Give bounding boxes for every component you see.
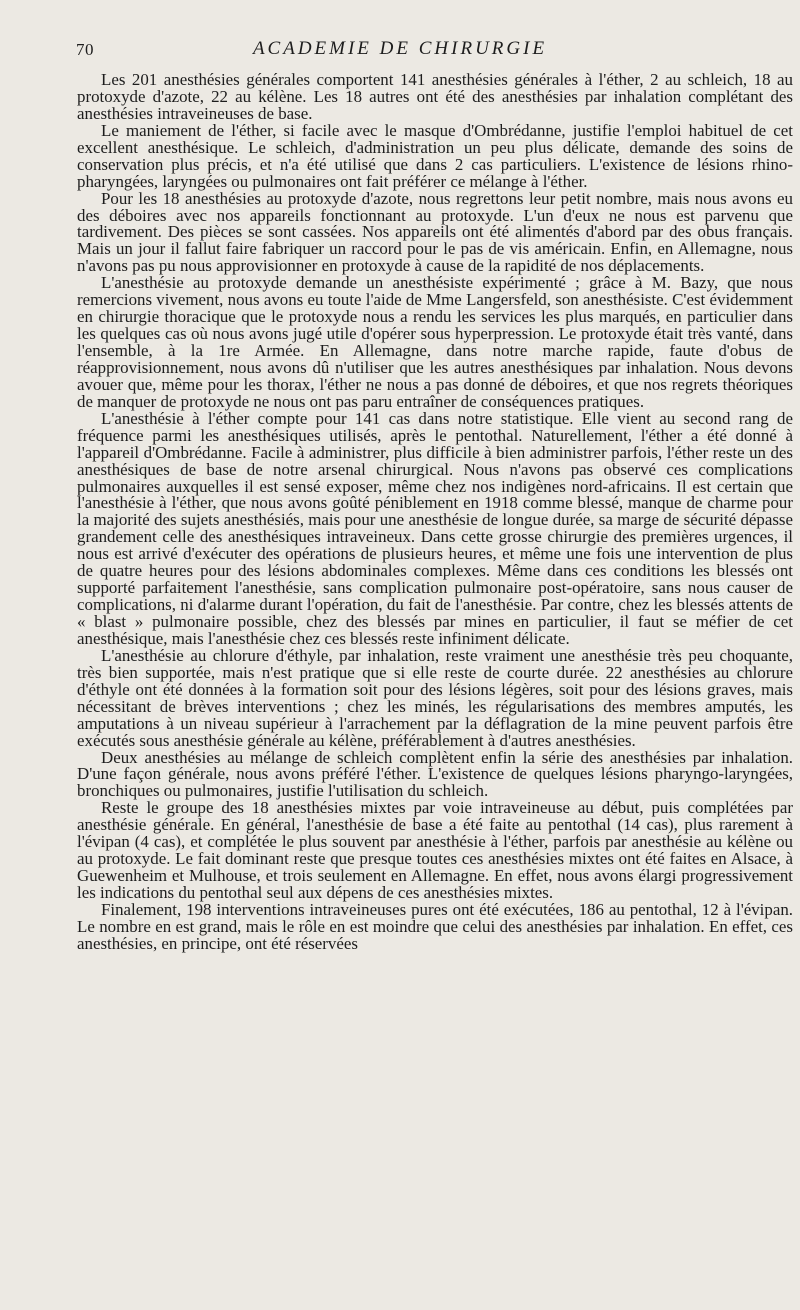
paragraph-ethyl-chloride: L'anesthésie au chlorure d'éthyle, par inhalation, reste vraiment une anesthésie très peu choquante, très bien supportée, mais n'est pratique que si elle reste de courte durée. 22 anesthésies au chlorure d'éthyle ont été données à la formation soit pour des lésions légères, soit pour des lésions graves, mais nécessitant de brèves interventions ; chez les minés, les régularisations des membres amputés, les amputations à un niveau supérieur à l'arrachement par la déflagration de la mine peuvent parfois être exécutés sous anesthésie générale au kélène, préférablement à d'autres anesthésies. — [77, 645, 793, 750]
paragraph-intravenous-interventions: Finalement, 198 interventions intraveineuses pures ont été exécutées, 186 au pentothal, 12 à l'évipan. Le nombre en est grand, mais le rôle en est moindre que celui des anesthésies par inhalation. En effet, ces anesthésies, en principe, ont été réservées — [77, 899, 793, 953]
paragraph-ether-and-schleich: Le maniement de l'éther, si facile avec le masque d'Ombrédanne, justifie l'emploi habituel de cet excellent anesthésique. Le schleich, d'administration un peu plus délicate, demande des soins de conservation plus précis, et n'a été utilisé que dans 2 cas particuliers. L'existence de lésions rhino-pharyngées, laryngées ou pulmonaires ont fait préférer ce mélange à l'éther. — [77, 120, 793, 191]
body-text — [77, 72, 793, 953]
paragraph-schleich-mixture: Deux anesthésies au mélange de schleich complètent enfin la série des anesthésies par inhalation. D'une façon générale, nous avons préféré l'éther. L'existence de quelques lésions pharyngo-laryngées, bronchiques ou pulmonaires, justifie l'utilisation du schleich. — [77, 747, 793, 801]
paragraph-ether-statistics: L'anesthésie à l'éther compte pour 141 cas dans notre statistique. Elle vient au second rang de fréquence parmi les anesthésiques utilisés, après le pentothal. Naturellement, l'éther a été donné à l'appareil d'Ombrédanne. Facile à administrer, plus difficile à bien administrer parfois, l'éther reste un des anesthésiques de base de notre arsenal chirurgical. Nous n'avons pas observé ces complications pulmonaires auxquelles il est sensé exposer, même chez nos indigènes nord-africains. Il est certain que l'anesthésie à l'éther, que nous avons goûté péniblement en 1918 comme blessé, manque de charme pour la majorité des sujets anesthésiés, mais pour une anesthésie de longue durée, sa marge de sécurité dépasse grandement celle des anesthésiques intraveineux. Dans cette grosse chirurgie des premières urgences, il nous est arrivé d'exécuter des opérations de plusieurs heures, et même une fois une intervention de plus de quatre heures pour des lésions abdominales complexes. Même dans ces conditions les blessés ont supporté parfaitement l'anesthésie, sans complication pulmonaire post-opératoire, sans nous causer de complications, ni d'alarme durant l'opération, du fait de l'anesthésie. Par contre, chez les blessés attents de « blast » pulmonaire possible, chez des blessés par mines en particulier, il faut se méfier de cet anesthésique, mais l'anesthésie chez ces blessés reste infiniment délicate. — [77, 408, 793, 648]
paragraph-mixed-anesthesia: Reste le groupe des 18 anesthésies mixtes par voie intraveineuse au début, puis complétées par anesthésie générale. En général, l'anesthésie de base a été faite au pentothal (14 cas), plus rarement à l'évipan (4 cas), et complétée le plus souvent par anesthésie à l'éther, parfois par anesthésie au kélène ou au protoxyde. Le fait dominant reste que presque toutes ces anesthésies mixtes ont été faites en Alsace, à Guewenheim et Mulhouse, et trois seulement en Allemagne. En effet, nous avons élargi progressivement les indications du pentothal seul aux dépens de ces anesthésies mixtes. — [77, 798, 793, 902]
paragraph-general-anesthesia-counts: Les 201 anesthésies générales comportent 141 anesthésies générales à l'éther, 2 au schleich, 18 au protoxyde d'azote, 22 au kélène. Les 18 autres ont été des anesthésies par inhalation complétant des anesthésies intraveineuses de base. — [77, 70, 793, 123]
running-title: ACADEMIE DE CHIRURGIE — [252, 38, 548, 59]
page-number: 70 — [76, 40, 94, 59]
paragraph-nitrous-oxide-supply: Pour les 18 anesthésies au protoxyde d'azote, nous regrettons leur petit nombre, mais nous avons eu des déboires avec nos appareils fonctionnant au protoxyde. L'un d'eux ne nous est parvenu que tardivement. Des pièces se sont cassées. Nos appareils ont été alimentés d'abord par des obus français. Mais un jour il fallut faire fabriquer un raccord pour le pas de vis américain. Enfin, en Allemagne, nous n'avons pas pu nous approvisionner en protoxyde à cause de la rapidité de nos déplacements. — [77, 188, 793, 276]
paragraph-nitrous-oxide-anesthetist: L'anesthésie au protoxyde demande un anesthésiste expérimenté ; grâce à M. Bazy, que nous remercions vivement, nous avons eu toute l'aide de Mme Langersfeld, son anesthésiste. C'est évidemment en chirurgie thoracique que le protoxyde nous a rendu les services les plus marqués, en particulier dans les quelques cas où nous avons jugé utile d'opérer sous hyperpression. Le protoxyde était très vanté, dans l'ensemble, à la 1re Armée. En Allemagne, dans notre marche rapide, faute d'obus de réapprovisionnement, nous avons dû n'utiliser que les autres anesthésiques par inhalation. Nous devons avouer que, même pour les thorax, l'éther ne nous a pas donné de déboires, et que nos regrets théoriques de manquer de protoxyde ne nous ont pas paru entraîner de conséquences pratiques. — [77, 273, 793, 411]
page-header — [0, 38, 800, 62]
